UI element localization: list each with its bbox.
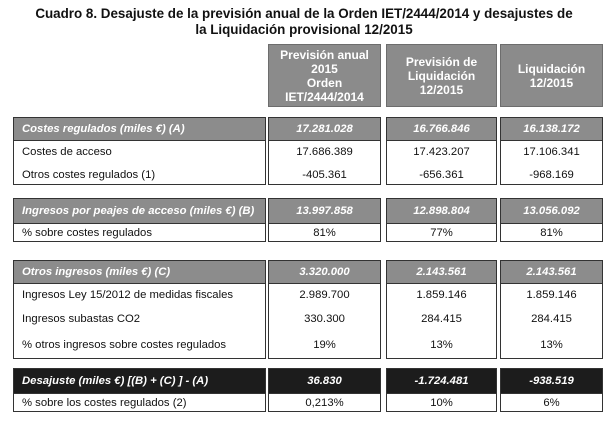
header-line: 2015 [311,61,338,76]
row-value: 17.281.028 [269,118,380,140]
row-value: 1.859.146 [416,289,467,301]
row-value: -405.361 [302,168,347,181]
header-line: Liquidación [407,68,476,83]
header-line: IET/2444/2014 [285,89,364,104]
group-value-column [500,198,603,242]
group-value-column [386,117,497,185]
header-liquidacion [500,44,603,107]
row-value: 13% [430,339,453,351]
row-label: Costes de acceso [22,145,112,158]
group-label-column [13,117,266,185]
row-value: 2.143.561 [387,261,496,283]
group-label-column [13,368,266,412]
header-prevision-liquidacion [386,44,497,107]
row-value: 2.143.561 [501,261,602,283]
group-value-column [268,198,381,242]
row-label: % sobre costes regulados [22,227,152,239]
header-line: 12/2015 [419,82,464,97]
row-value: 0,213% [305,397,344,409]
row-value: 3.320.000 [269,261,380,283]
group-value-column [386,198,497,242]
row-value: -656.361 [419,168,464,181]
group-value-column [386,368,497,412]
row-value: 6% [543,397,560,409]
row-value: 36.830 [269,369,380,393]
row-value: -968.169 [529,168,574,181]
row-label: Otros costes regulados (1) [22,168,156,181]
row-label: % sobre los costes regulados (2) [22,397,187,409]
header-line: Liquidación [517,61,586,76]
row-label: Ingresos subastas CO2 [22,312,141,325]
row-value: 13.056.092 [501,199,602,223]
row-value: 13.997.858 [269,199,380,223]
group-value-column [386,260,497,359]
header-prevision-anual [268,44,381,107]
group-value-column [268,260,381,359]
row-value: 12.898.804 [387,199,496,223]
row-value: 16.766.846 [387,118,496,140]
row-label: Costes regulados (miles €) (A) [14,118,265,140]
row-value: 77% [430,227,453,239]
header-line: Orden [306,75,343,90]
row-label: Desajuste (miles €) [(B) + (C) ] - (A) [14,369,265,393]
row-label: Ingresos por peajes de acceso (miles €) (B) [14,199,265,223]
row-value: 81% [540,227,563,239]
row-value: 1.859.146 [526,289,577,301]
table-title [0,6,608,38]
row-value: 19% [313,339,336,351]
row-value: 16.138.172 [501,118,602,140]
group-value-column [500,117,603,185]
header-line: Previsión anual [280,47,369,62]
row-label: Ingresos Ley 15/2012 de medidas fiscales [22,289,234,301]
row-value: 17.106.341 [523,145,580,158]
header-line: Previsión de [405,54,478,69]
group-value-column [268,368,381,412]
row-value: 13% [540,339,563,351]
row-value: 81% [313,227,336,239]
row-label: % otros ingresos sobre costes regulados [22,339,227,351]
row-value: 330.300 [304,312,345,325]
row-value: 2.989.700 [299,289,350,301]
group-value-column [268,117,381,185]
row-value: 284.415 [531,312,572,325]
row-value: -1.724.481 [387,369,496,393]
header-line: 12/2015 [529,75,574,90]
group-value-column [500,260,603,359]
row-value: 17.686.389 [296,145,353,158]
group-label-column [13,260,266,359]
group-label-column [13,198,266,242]
row-value: 284.415 [421,312,462,325]
title-line-1: Cuadro 8. Desajuste de la previsión anual de la Orden IET/2444/2014 y desajustes de [35,6,573,21]
row-value: -938.519 [501,369,602,393]
row-label: Otros ingresos (miles €) (C) [14,261,265,283]
row-value: 17.423.207 [413,145,470,158]
row-value: 10% [430,397,453,409]
title-line-2: la Liquidación provisional 12/2015 [195,22,413,37]
group-value-column [500,368,603,412]
